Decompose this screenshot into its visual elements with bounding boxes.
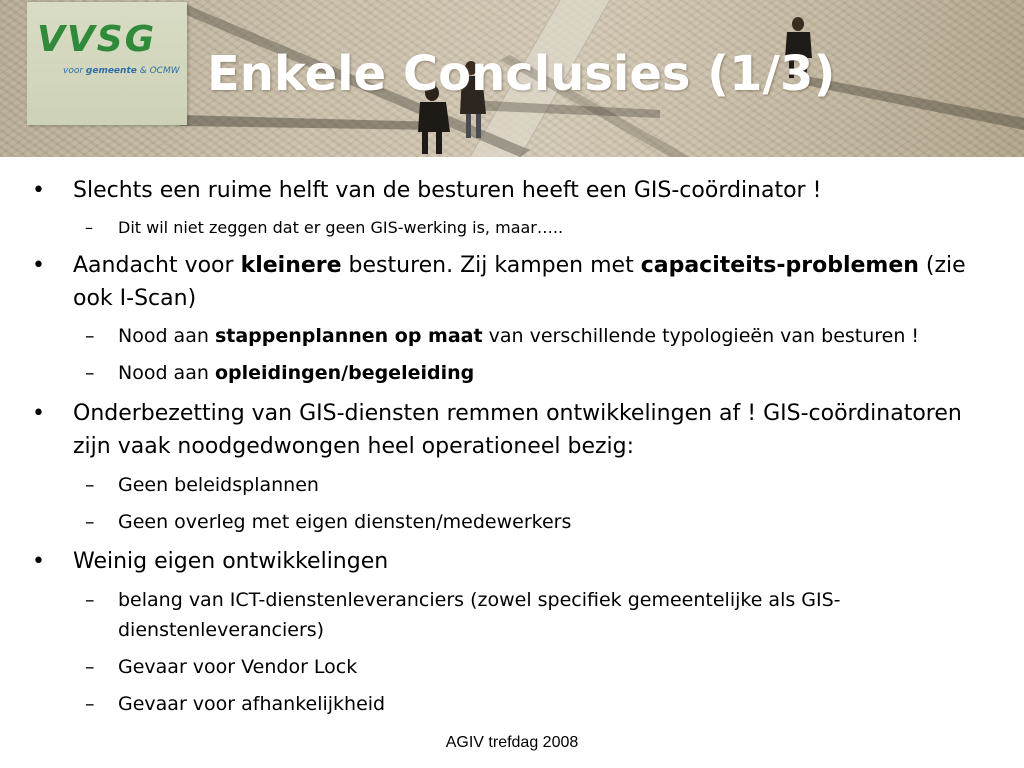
sub-bullet-item <box>85 585 978 645</box>
bullet-item <box>32 249 983 315</box>
sub-bullet-item <box>85 470 978 500</box>
sub-bullet-item <box>85 652 978 682</box>
bullet-text-part: besturen. Zij kampen met <box>341 253 641 278</box>
dash-marker: – <box>85 474 95 496</box>
dash-marker: – <box>85 656 95 678</box>
logo-subtitle-prefix: voor <box>63 66 86 76</box>
bullet-text-part: (zie ook I-Scan) <box>73 253 966 311</box>
sub-bullet-item <box>85 358 978 388</box>
sub-bullet-text-bold: stappenplannen op maat <box>214 325 483 347</box>
bullet-item <box>32 397 983 463</box>
sub-bullet-item <box>85 689 978 719</box>
sub-bullet-text-part: van verschillende typologieën van besturen ! <box>482 325 920 347</box>
dash-marker: – <box>85 218 93 237</box>
logo-name: VVSG <box>37 19 157 60</box>
dash-marker: – <box>85 693 95 715</box>
bullet-text: Onderbezetting van GIS-diensten remmen ontwikkelingen af ! GIS-coördinatoren zijn vaak noodgedwongen heel operationeel bezig: <box>73 401 962 459</box>
logo-subtitle-bold: gemeente <box>85 66 137 76</box>
sub-bullet-item <box>85 321 978 351</box>
bullet-text-bold: kleinere <box>240 253 342 278</box>
slide-title: Enkele Conclusies (1/3) <box>207 46 836 102</box>
sub-bullet-text: Dit wil niet zeggen dat er geen GIS-werking is, maar….. <box>118 218 564 237</box>
bullet-marker: • <box>32 549 45 574</box>
sub-bullet-text-bold: opleidingen/begeleiding <box>214 362 475 384</box>
bullet-marker: • <box>32 401 45 426</box>
bullet-text-part: Aandacht voor <box>73 253 241 278</box>
bullet-item <box>32 545 983 578</box>
sub-bullet-text-part: Nood aan <box>118 325 215 347</box>
sub-bullet-text: Geen beleidsplannen <box>118 474 319 496</box>
sub-bullet-text: belang van ICT-dienstenleveranciers (zowel specifiek gemeentelijke als GIS-dienstenleveranciers) <box>118 589 841 641</box>
sub-bullet-item <box>85 507 978 537</box>
dash-marker: – <box>85 325 95 347</box>
dash-marker: – <box>85 511 95 533</box>
sub-bullet-text: Gevaar voor Vendor Lock <box>118 656 358 678</box>
bullet-marker: • <box>32 253 45 278</box>
sub-bullet-text: Geen overleg met eigen diensten/medewerkers <box>118 511 572 533</box>
sub-bullet-item <box>85 213 978 243</box>
bullet-marker: • <box>32 178 45 203</box>
dash-marker: – <box>85 589 95 611</box>
sub-bullet-text: Gevaar voor afhankelijkheid <box>118 693 386 715</box>
logo-subtitle-suffix: & OCMW <box>136 66 180 76</box>
bullet-text-bold: capaciteits-problemen <box>640 253 919 278</box>
dash-marker: – <box>85 362 95 384</box>
bullet-text: Slechts een ruime helft van de besturen heeft een GIS-coördinator ! <box>73 178 822 203</box>
sub-bullet-text-part: Nood aan <box>118 362 215 384</box>
footer-text: AGIV trefdag 2008 <box>445 734 579 751</box>
bullet-text: Weinig eigen ontwikkelingen <box>73 549 389 574</box>
bullet-item <box>32 174 983 207</box>
